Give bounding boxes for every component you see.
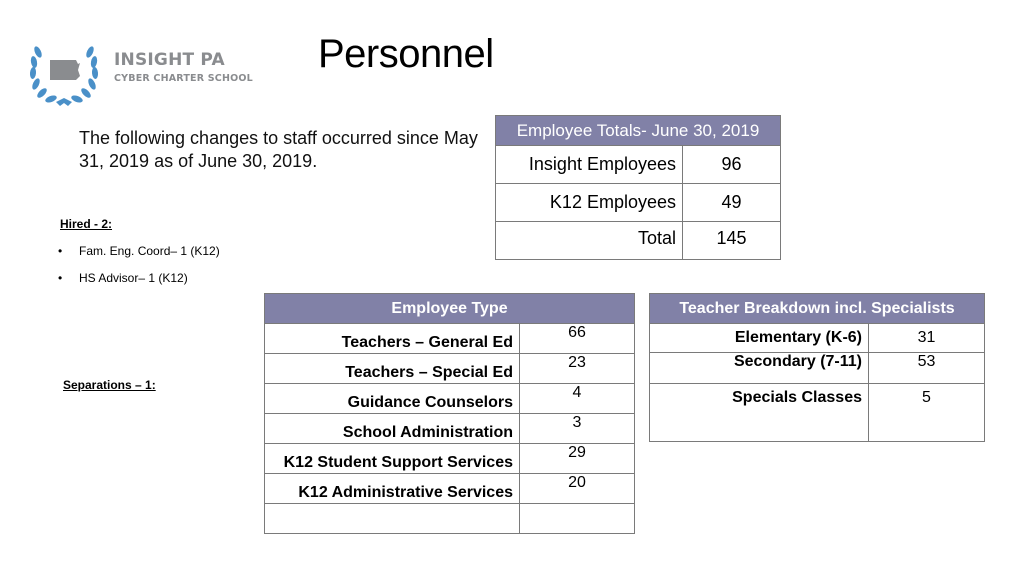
separations-label: Separations – 1: xyxy=(63,378,156,392)
table-row xyxy=(265,384,635,414)
table-row xyxy=(650,353,985,384)
employee-type-table xyxy=(264,293,635,534)
hired-label: Hired - 2: xyxy=(60,217,113,231)
row-label: Teachers – Special Ed xyxy=(265,354,520,384)
row-label: School Administration xyxy=(265,414,520,444)
bullet-icon: • xyxy=(58,244,63,258)
row-label: K12 Employees xyxy=(496,184,683,222)
row-value xyxy=(520,504,635,534)
row-label: K12 Student Support Services xyxy=(265,444,520,474)
row-value: 20 xyxy=(520,474,635,504)
table-row xyxy=(265,354,635,384)
logo-subtitle: CYBER CHARTER SCHOOL xyxy=(114,73,253,84)
logo-name: INSIGHT PA xyxy=(114,50,225,70)
table-row xyxy=(496,222,781,260)
row-value: 66 xyxy=(520,324,635,354)
row-value: 4 xyxy=(520,384,635,414)
row-label: Elementary (K-6) xyxy=(650,324,869,353)
row-value: 3 xyxy=(520,414,635,444)
teacher-breakdown-table xyxy=(649,293,985,442)
list-item: • Fam. Eng. Coord– 1 (K12) xyxy=(58,240,220,267)
pennsylvania-map-icon xyxy=(50,60,80,80)
hired-list xyxy=(58,240,220,294)
table-row xyxy=(496,184,781,222)
row-value: 23 xyxy=(520,354,635,384)
row-label: Teachers – General Ed xyxy=(265,324,520,354)
page-title: Personnel xyxy=(318,32,494,76)
row-label xyxy=(265,504,520,534)
row-label: Guidance Counselors xyxy=(265,384,520,414)
table-row xyxy=(650,324,985,353)
list-item: • HS Advisor– 1 (K12) xyxy=(58,267,220,294)
table-row xyxy=(650,384,985,442)
row-value: 53 xyxy=(869,353,985,384)
row-value: 96 xyxy=(683,146,781,184)
table-header: Teacher Breakdown incl. Specialists xyxy=(650,294,985,324)
table-row xyxy=(265,444,635,474)
row-value: 29 xyxy=(520,444,635,474)
table-row xyxy=(265,474,635,504)
intro-text: The following changes to staff occurred since May 31, 2019 as of June 30, 2019. xyxy=(79,128,478,171)
employee-totals-table xyxy=(495,115,781,260)
row-label: Specials Classes xyxy=(650,384,869,442)
row-value: 5 xyxy=(869,384,985,442)
table-header: Employee Totals- June 30, 2019 xyxy=(496,116,781,146)
row-label: Total xyxy=(496,222,683,260)
row-value: 49 xyxy=(683,184,781,222)
table-row xyxy=(265,504,635,534)
row-label: Insight Employees xyxy=(496,146,683,184)
table-row xyxy=(496,146,781,184)
row-value: 31 xyxy=(869,324,985,353)
row-label: K12 Administrative Services xyxy=(265,474,520,504)
table-row xyxy=(265,324,635,354)
row-label: Secondary (7-11) xyxy=(650,353,869,384)
table-row xyxy=(265,414,635,444)
bullet-icon: • xyxy=(58,271,63,285)
table-header: Employee Type xyxy=(265,294,635,324)
row-value: 145 xyxy=(683,222,781,260)
